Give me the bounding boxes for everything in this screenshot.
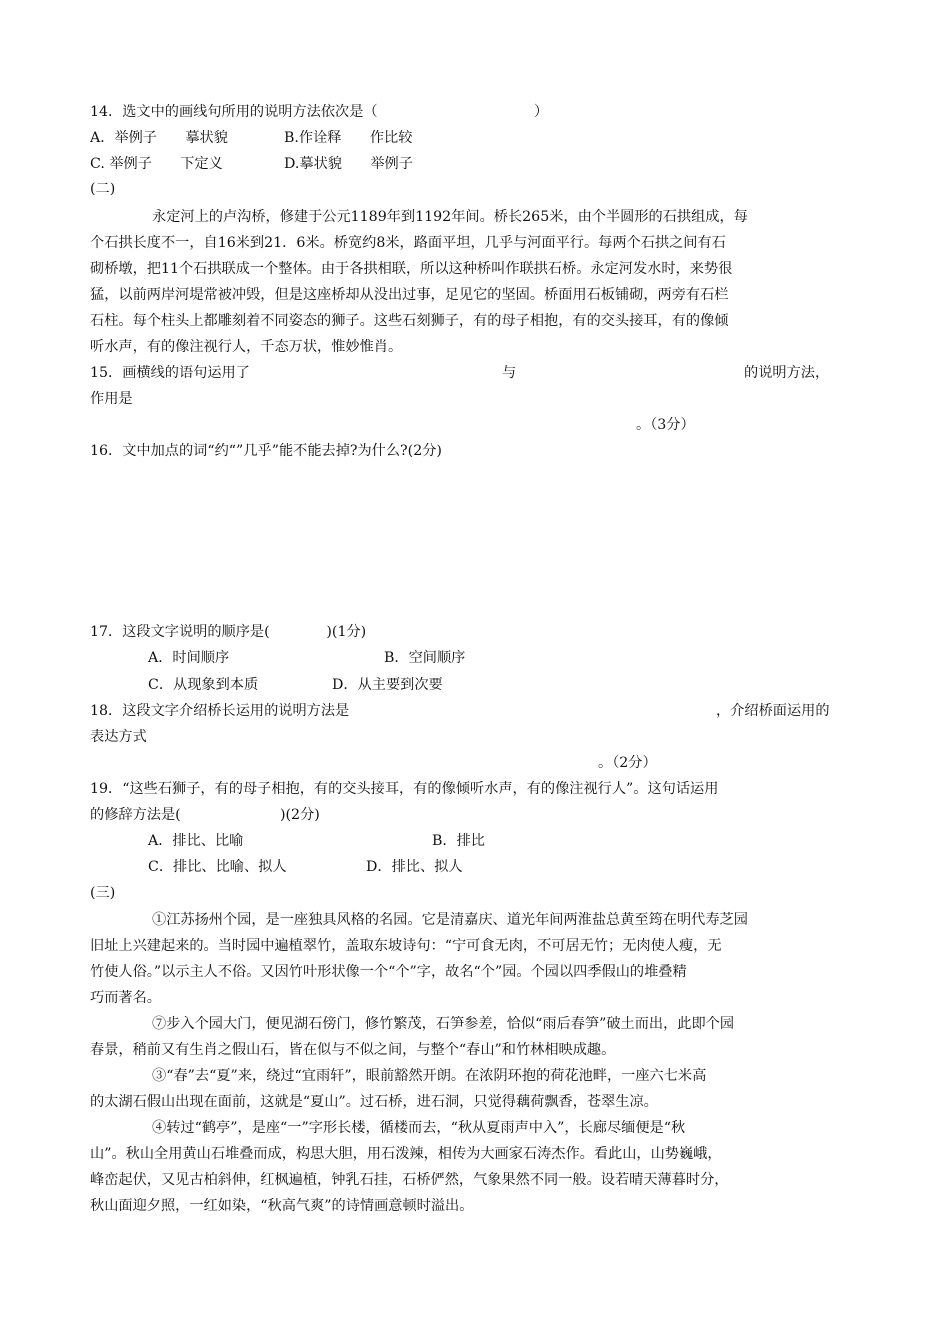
sec3-p2-line: 春景，稍前又有生肖之假山石，皆在似与不似之间，与整个“春山”和竹林相映成趣。 xyxy=(90,1042,616,1058)
sec3-p4-line: 峰峦起伏，又见古柏斜伸，红枫遍植，钟乳石挂，石桥俨然，气象果然不同一般。设若晴天薄暮时分， xyxy=(90,1172,729,1188)
q19-option-d: D．排比、拟人 xyxy=(366,859,463,875)
sec3-p1-line: ①江苏扬州个园，是一座独具风格的名园。它是清嘉庆、道光年间两淮盐总黄至筠在明代寿芝园 xyxy=(152,912,748,928)
sec2-para-line: 听水声，有的像注视行人，千态万状，惟妙惟肖。 xyxy=(90,339,403,355)
q16-stem: 16．文中加点的词“约“”几乎”能不能去掉?为什么?(2分) xyxy=(90,443,442,459)
sec2-para-line: 砌桥墩，把11个石拱联成一个整体。由于各拱相联，所以这种桥叫作联拱石桥。永定河发水时，来势很 xyxy=(90,261,733,277)
section-3-heading: (三) xyxy=(90,885,116,901)
sec2-para-line: 猛，以前两岸河堤常被冲毁，但是这座桥却从没出过事，足见它的坚固。桥面用石板铺砌，两旁有石栏 xyxy=(90,287,729,303)
q14-option-c: C. 举例子 下定义 xyxy=(90,156,223,172)
q15-effect-label: 作用是 xyxy=(90,391,133,407)
q15-and: 与 xyxy=(502,365,517,381)
q18-second-part: ，介绍桥面运用的 xyxy=(716,703,830,719)
q18-stem: 18．这段文字介绍桥长运用的说明方法是 xyxy=(90,703,350,719)
sec3-p4-line: 秋山面迎夕照，一红如染，“秋高气爽”的诗情画意顿时溢出。 xyxy=(90,1198,474,1214)
q19-stem-line2: 的修辞方法是( )(2分) xyxy=(90,807,320,823)
q14-stem: 14．选文中的画线句所用的说明方法依次是（ xyxy=(90,104,378,120)
sec3-p1-line: 巧而著名。 xyxy=(90,990,161,1006)
sec3-p3-line: 的太湖石假山出现在面前，这就是“夏山”。过石桥，进石洞，只觉得藕荷飘香，苍翠生凉。 xyxy=(90,1094,658,1110)
q14-stem-close: ） xyxy=(534,104,549,120)
sec3-p1-line: 竹使人俗。”以示主人不俗。又因竹叶形状像一个“个”字，故名“个”园。个园以四季假山的堆叠精 xyxy=(90,964,687,980)
q17-option-b: B．空间顺序 xyxy=(384,650,466,666)
q19-option-a: A．排比、比喻 xyxy=(148,833,244,849)
q17-stem: 17．这段文字说明的顺序是( )(1分) xyxy=(90,624,367,640)
q19-option-c: C．排比、比喻、拟人 xyxy=(148,859,287,875)
q19-stem-line1: 19．“这些石狮子，有的母子相抱，有的交头接耳，有的像倾听水声，有的像注视行人”。这句话运用 xyxy=(90,781,719,797)
q15-stem: 15．画横线的语句运用了 xyxy=(90,365,250,381)
q14-option-b: B.作诠释 作比较 xyxy=(284,130,413,146)
sec2-para-line: 个石拱长度不一，自16米到21．6米。桥宽约8米，路面平坦，几乎与河面平行。每两个石拱之间有石 xyxy=(90,235,726,251)
q15-score: 。（3分） xyxy=(636,417,695,433)
q17-option-c: C．从现象到本质 xyxy=(148,677,259,693)
q14-option-d: D.摹状貌 举例子 xyxy=(284,156,413,172)
sec3-p1-line: 旧址上兴建起来的。当时园中遍植翠竹，盖取东坡诗句：“宁可食无肉，不可居无竹；无肉使人瘦，无 xyxy=(90,938,722,954)
q15-suffix: 的说明方法， xyxy=(744,365,830,381)
q14-option-a: A．举例子 摹状貌 xyxy=(90,130,228,146)
sec2-para-line: 永定河上的卢沟桥，修建于公元1189年到1192年间。桥长265米，由个半圆形的石拱组成，每 xyxy=(152,209,748,225)
q19-option-b: B．排比 xyxy=(432,833,485,849)
q17-option-a: A．时间顺序 xyxy=(148,650,230,666)
sec2-para-line: 石柱。每个柱头上都雕刻着不同姿态的狮子。这些石刻狮子，有的母子相抱，有的交头接耳，有的像倾 xyxy=(90,313,729,329)
q18-expression-label: 表达方式 xyxy=(90,729,147,745)
q17-option-d: D．从主要到次要 xyxy=(332,677,443,693)
sec3-p4-line: 山”。秋山全用黄山石堆叠而成，构思大胆，用石泼辣，相传为大画家石涛杰作。看此山，山势巍峨， xyxy=(90,1146,722,1162)
sec3-p2-line: ⑦步入个园大门，便见湖石傍门，修竹繁茂，石笋参差，恰似“雨后春笋”破土而出，此即个园 xyxy=(152,1016,735,1032)
sec3-p4-line: ④转过“鹤亭”，是座“一”字形长楼，循楼而去，“秋从夏雨声中入”，长廊尽缅便是“秋 xyxy=(152,1120,686,1136)
q18-score: 。（2分） xyxy=(598,755,657,771)
sec3-p3-line: ③“春”去“夏”来，绕过“宜雨轩”，眼前豁然开朗。在浓阴环抱的荷花池畔，一座六七米高 xyxy=(152,1068,707,1084)
section-2-heading: (二) xyxy=(90,181,116,197)
